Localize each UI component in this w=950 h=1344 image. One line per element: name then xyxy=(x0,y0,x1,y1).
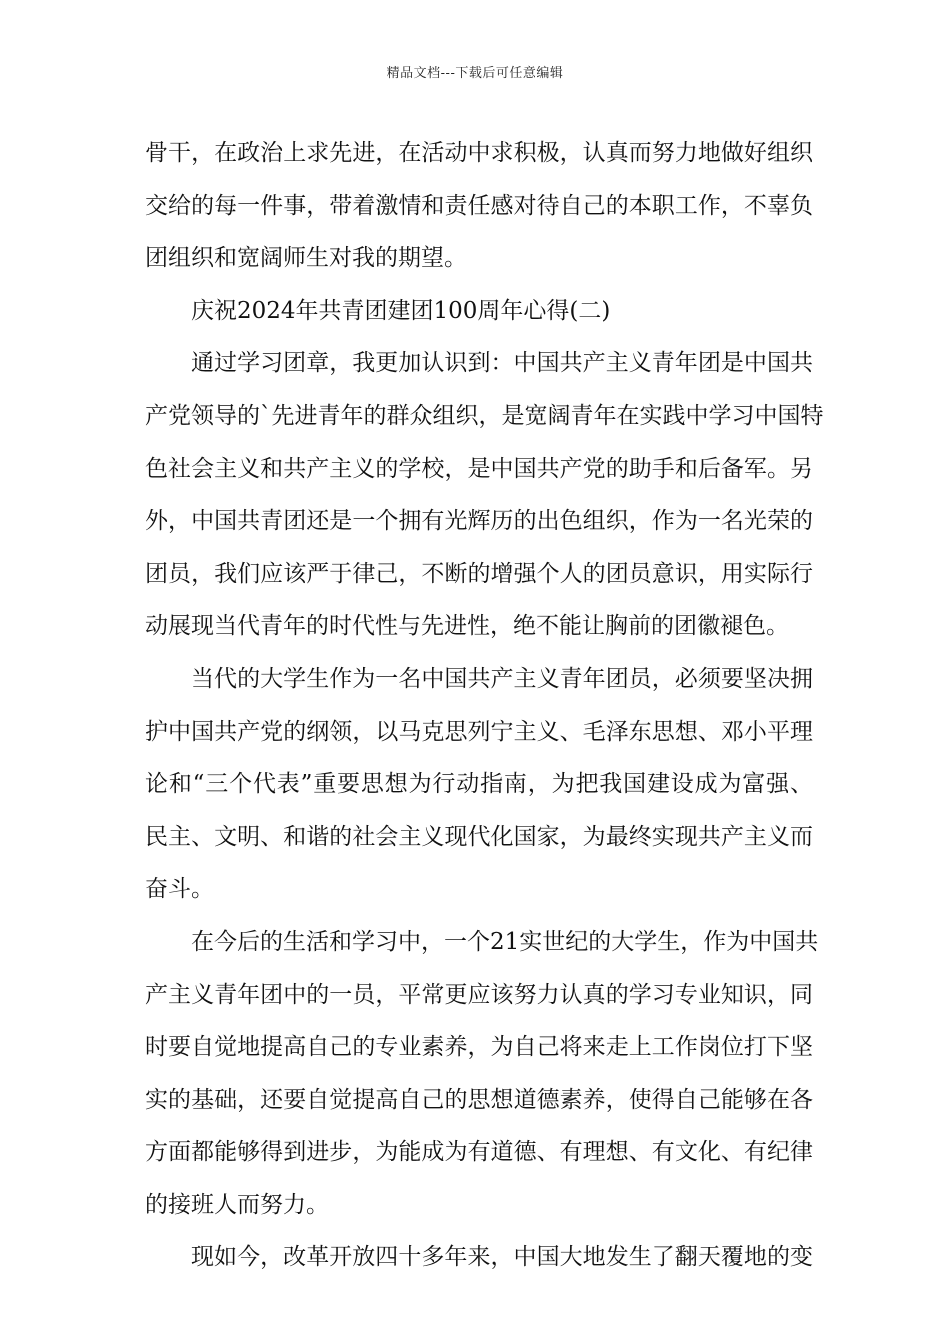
text-line: 通过学习团章，我更加认识到：中国共产主义青年团是中国共 xyxy=(191,350,813,377)
text-line: 护中国共产党的纲领，以马克思列宁主义、毛泽东思想、邓小平理 xyxy=(145,718,813,745)
text-line: 交给的每一件事，带着激情和责任感对待自己的本职工作，不辜负 xyxy=(145,192,813,219)
text-line: 产主义青年团中的一员，平常更应该努力认真的学习专业知识，同 xyxy=(145,981,813,1008)
text-line: 奋斗。 xyxy=(145,876,214,903)
text-line: 骨干，在政治上求先进，在活动中求积极，认真而努力地做好组织 xyxy=(145,140,813,166)
text-line: 团员，我们应该严于律己，不断的增强个人的团员意识，用实际行 xyxy=(145,560,813,587)
text-line: 外，中国共青团还是一个拥有光辉历的出色组织，作为一名光荣的 xyxy=(145,508,813,535)
text-line: 产党领导的`先进青年的群众组织，是宽阔青年在实践中学习中国特 xyxy=(145,402,824,429)
text-line: 实的基础，还要自觉提高自己的思想道德素养，使得自己能够在各 xyxy=(145,1086,813,1113)
text-line: 在今后的生活和学习中，一个21实世纪的大学生，作为中国共 xyxy=(191,928,819,955)
section-heading: 庆祝2024年共青团建团100周年心得(二) xyxy=(191,297,611,324)
text-line: 民主、文明、和谐的社会主义现代化国家，为最终实现共产主义而 xyxy=(145,823,813,850)
text-line: 现如今，改革开放四十多年来，中国大地发生了翻天覆地的变 xyxy=(191,1244,813,1271)
text-line: 当代的大学生作为一名中国共产主义青年团员，必须要坚决拥 xyxy=(191,665,813,692)
text-line: 的接班人而努力。 xyxy=(145,1191,329,1218)
page-header: 精品文档---下载后可任意编辑 xyxy=(386,66,564,81)
text-line: 动展现当代青年的时代性与先进性，绝不能让胸前的团徽褪色。 xyxy=(145,613,789,640)
document-body xyxy=(145,127,824,1284)
text-line: 时要自觉地提高自己的专业素养，为自己将来走上工作岗位打下坚 xyxy=(145,1034,813,1061)
text-line: 团组织和宽阔师生对我的期望。 xyxy=(145,245,467,272)
text-line: 色社会主义和共产主义的学校，是中国共产党的助手和后备军。另 xyxy=(145,455,813,482)
text-line: 方面都能够得到进步，为能成为有道德、有理想、有文化、有纪律 xyxy=(145,1139,813,1166)
text-line: 论和“三个代表”重要思想为行动指南，为把我国建设成为富强、 xyxy=(145,771,813,798)
